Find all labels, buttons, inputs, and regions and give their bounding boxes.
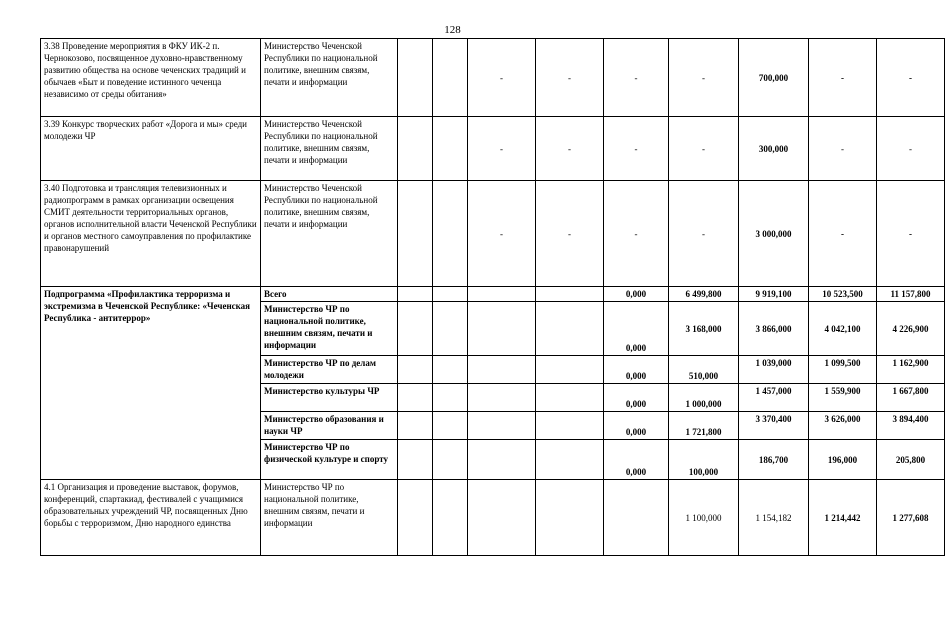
value-cell	[433, 356, 468, 384]
value-cell	[433, 117, 468, 181]
value-cell: 1 100,000	[669, 480, 739, 556]
table-row	[41, 39, 945, 117]
value-cell: 1 214,442	[809, 480, 877, 556]
value-cell: 3 000,000	[739, 181, 809, 287]
value-cell: -	[468, 181, 536, 287]
value-cell: 0,000	[604, 356, 669, 384]
value-cell: 1 099,500	[809, 356, 877, 384]
value-cell: 1 277,608	[877, 480, 945, 556]
row-executor: Министерство ЧР по делам молодежи	[261, 356, 398, 384]
value-cell: 3 168,000	[669, 302, 739, 356]
value-cell: -	[809, 117, 877, 181]
table-row	[41, 181, 945, 287]
value-cell: -	[536, 39, 604, 117]
value-cell	[398, 287, 433, 302]
value-cell: 9 919,100	[739, 287, 809, 302]
value-cell	[398, 302, 433, 356]
value-cell	[433, 412, 468, 440]
value-cell	[398, 39, 433, 117]
value-cell	[468, 384, 536, 412]
value-cell: 1 721,800	[669, 412, 739, 440]
value-cell: -	[604, 117, 669, 181]
value-cell	[398, 440, 433, 480]
value-cell: -	[604, 181, 669, 287]
value-cell: -	[809, 39, 877, 117]
value-cell: 186,700	[739, 440, 809, 480]
value-cell	[433, 39, 468, 117]
value-cell: -	[809, 181, 877, 287]
value-cell	[398, 117, 433, 181]
row-executor: Министерство Чеченской Республики по национальной политике, внешним связям, печати и информации	[261, 117, 398, 181]
value-cell: -	[536, 181, 604, 287]
value-cell: 3 370,400	[739, 412, 809, 440]
value-cell	[468, 412, 536, 440]
value-cell: -	[468, 39, 536, 117]
value-cell	[398, 412, 433, 440]
value-cell: -	[669, 117, 739, 181]
value-cell	[604, 480, 669, 556]
value-cell: 700,000	[739, 39, 809, 117]
value-cell	[433, 480, 468, 556]
value-cell	[536, 440, 604, 480]
value-cell	[468, 480, 536, 556]
value-cell	[433, 181, 468, 287]
value-cell: 4 226,900	[877, 302, 945, 356]
subprogram-title: Подпрограмма «Профилактика терроризма и экстремизма в Чеченской Республике: «Чеченская Республика - антитеррор»	[41, 287, 261, 480]
value-cell: -	[877, 181, 945, 287]
value-cell	[536, 287, 604, 302]
row-executor: Министерство образования и науки ЧР	[261, 412, 398, 440]
value-cell	[398, 384, 433, 412]
value-cell: 196,000	[809, 440, 877, 480]
value-cell: -	[877, 39, 945, 117]
program-table	[40, 38, 945, 556]
value-cell: 11 157,800	[877, 287, 945, 302]
value-cell: 1 457,000	[739, 384, 809, 412]
value-cell: 6 499,800	[669, 287, 739, 302]
row-executor: Министерство Чеченской Республики по национальной политике, внешним связям, печати и информации	[261, 181, 398, 287]
value-cell: 1 039,000	[739, 356, 809, 384]
row-name: 3.38 Проведение мероприятия в ФКУ ИК-2 п. Чернокозово, посвященное духовно-нравственному развитию общества на основе чеченских традиций и обычаев «Быт и поведение истинного чеченца независимо от среды обитания»	[41, 39, 261, 117]
value-cell: -	[536, 117, 604, 181]
row-name: 4.1 Организация и проведение выставок, форумов, конференций, спартакиад, фестивалей с учащимися образовательных учреждений ЧР, посвященных Дню борьбы с терроризмом, Дню народного единства	[41, 480, 261, 556]
value-cell: 0,000	[604, 440, 669, 480]
row-executor: Министерство ЧР по национальной политике, внешним связям, печати и информации	[261, 480, 398, 556]
value-cell	[398, 480, 433, 556]
value-cell	[433, 287, 468, 302]
value-cell	[536, 384, 604, 412]
value-cell: -	[669, 181, 739, 287]
value-cell	[433, 302, 468, 356]
value-cell: 10 523,500	[809, 287, 877, 302]
row-executor: Министерство ЧР по национальной политике, внешним связям, печати и информации	[261, 302, 398, 356]
value-cell: 1 667,800	[877, 384, 945, 412]
row-name: 3.39 Конкурс творческих работ «Дорога и мы» среди молодежи ЧР	[41, 117, 261, 181]
row-executor: Министерство культуры ЧР	[261, 384, 398, 412]
value-cell: 1 559,900	[809, 384, 877, 412]
table-row	[41, 480, 945, 556]
value-cell: -	[468, 117, 536, 181]
value-cell	[433, 384, 468, 412]
value-cell	[536, 302, 604, 356]
value-cell: 510,000	[669, 356, 739, 384]
value-cell	[536, 412, 604, 440]
value-cell: 3 866,000	[739, 302, 809, 356]
value-cell	[536, 356, 604, 384]
value-cell: 0,000	[604, 384, 669, 412]
value-cell: 300,000	[739, 117, 809, 181]
value-cell: -	[877, 117, 945, 181]
value-cell: 0,000	[604, 302, 669, 356]
value-cell: 205,800	[877, 440, 945, 480]
value-cell	[398, 181, 433, 287]
value-cell: -	[669, 39, 739, 117]
row-name: 3.40 Подготовка и трансляция телевизионных и радиопрограмм в рамках организации освещения СМИТ деятельности территориальных органов, органов исполнительной власти Чеченской Республики и органов местного самоуправления по профилактике правонарушений	[41, 181, 261, 287]
value-cell	[468, 302, 536, 356]
value-cell: 1 154,182	[739, 480, 809, 556]
value-cell	[468, 356, 536, 384]
value-cell: -	[604, 39, 669, 117]
value-cell: 100,000	[669, 440, 739, 480]
value-cell	[433, 440, 468, 480]
row-executor: Министерство ЧР по физической культуре и спорту	[261, 440, 398, 480]
value-cell: 1 000,000	[669, 384, 739, 412]
value-cell: 1 162,900	[877, 356, 945, 384]
value-cell	[536, 480, 604, 556]
value-cell: 0,000	[604, 287, 669, 302]
value-cell: 3 894,400	[877, 412, 945, 440]
value-cell	[468, 287, 536, 302]
value-cell: 3 626,000	[809, 412, 877, 440]
page-number: 128	[444, 24, 461, 36]
value-cell: 4 042,100	[809, 302, 877, 356]
row-executor: Всего	[261, 287, 398, 302]
row-executor: Министерство Чеченской Республики по национальной политике, внешним связям, печати и информации	[261, 39, 398, 117]
value-cell: 0,000	[604, 412, 669, 440]
table-row	[41, 287, 945, 302]
table-row	[41, 117, 945, 181]
value-cell	[398, 356, 433, 384]
value-cell	[468, 440, 536, 480]
